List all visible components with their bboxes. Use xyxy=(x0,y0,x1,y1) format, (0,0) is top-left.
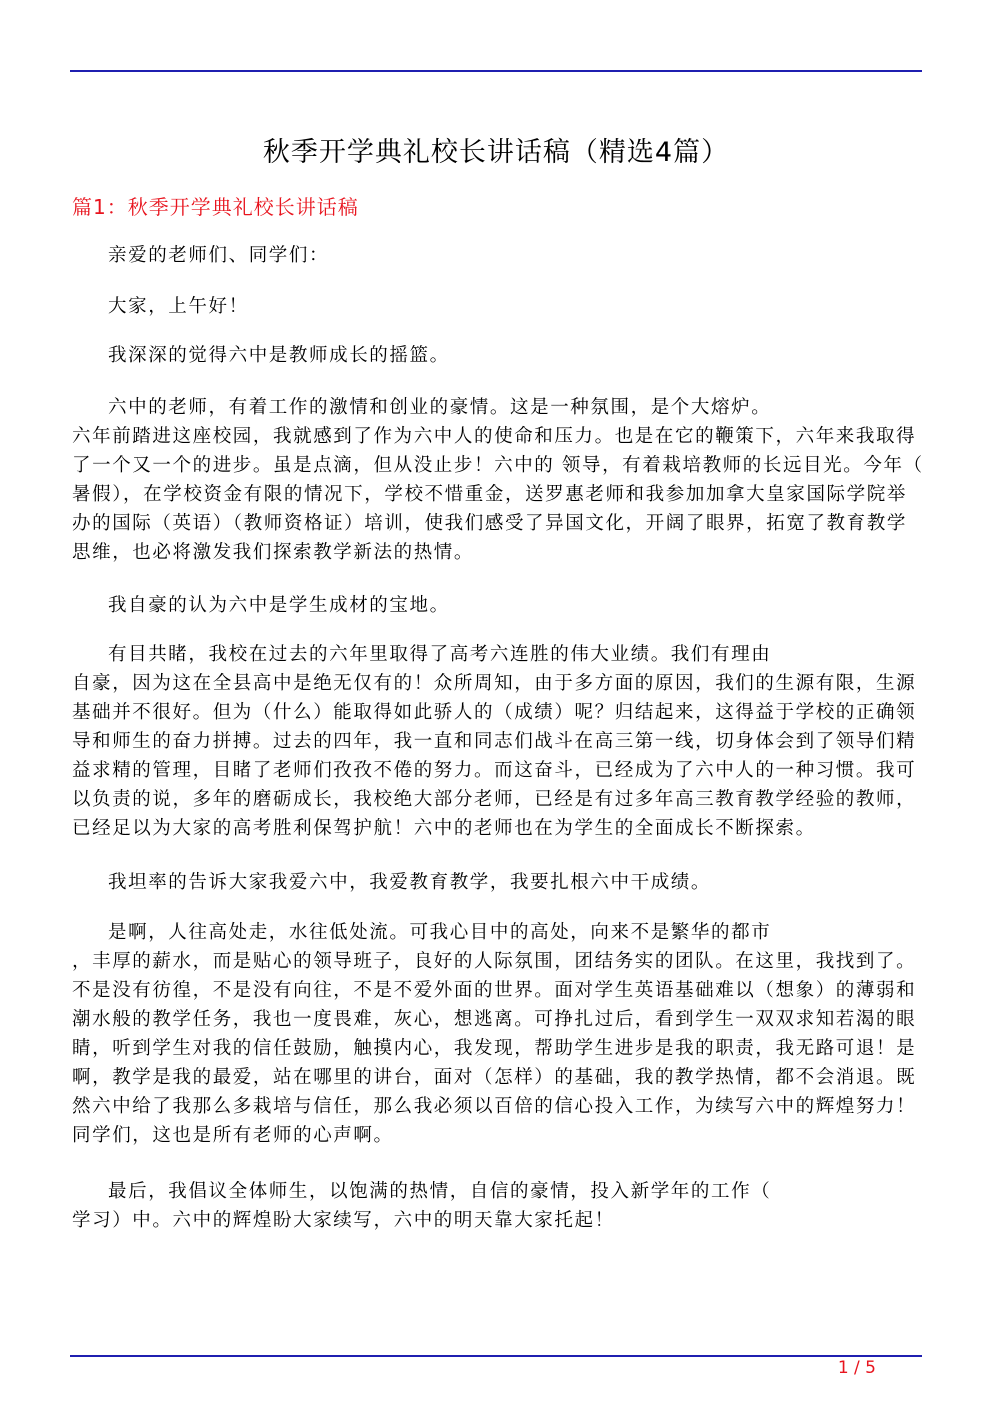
paragraph-line: 暑假），在学校资金有限的情况下，学校不惜重金，送罗惠老师和我参加加拿大皇家国际学院举 xyxy=(72,484,907,505)
paragraph-line: 有目共睹，我校在过去的六年里取得了高考六连胜的伟大业绩。我们有理由 xyxy=(108,644,772,665)
paragraph-line: 学习）中。六中的辉煌盼大家续写，六中的明天靠大家托起！ xyxy=(72,1210,615,1231)
paragraph-line: 思维，也必将激发我们探索教学新法的热情。 xyxy=(72,542,475,563)
paragraph-line: 亲爱的老师们、同学们： xyxy=(108,245,330,266)
paragraph xyxy=(72,640,922,843)
paragraph xyxy=(72,241,922,270)
paragraph-line: 然六中给了我那么多栽培与信任，那么我必须以百倍的信心投入工作，为续写六中的辉煌努力！ xyxy=(72,1096,917,1117)
paragraph-line: 办的国际（英语）（教师资格证）培训，使我们感受了异国文化，开阔了眼界，拓宽了教育教学 xyxy=(72,513,907,534)
paragraph xyxy=(72,591,922,620)
paragraph-line: 六中的老师，有着工作的激情和创业的豪情。这是一种氛围，是个大熔炉。 xyxy=(108,397,772,418)
paragraph-line: 潮水般的教学任务，我也一度畏难，灰心，想逃离。可挣扎过后，看到学生一双双求知若渴的眼 xyxy=(72,1009,917,1030)
page-number: 1 / 5 xyxy=(837,1358,876,1378)
paragraph-line: 自豪，因为这在全县高中是绝无仅有的！众所周知，由于多方面的原因，我们的生源有限，生源 xyxy=(72,673,917,694)
paragraph-line: 了一个又一个的进步。虽是点滴，但从没止步！六中的 领导，有着栽培教师的长远目光。今年（ xyxy=(72,455,924,476)
paragraph-line: 已经足以为大家的高考胜利保驾护航！六中的老师也在为学生的全面成长不断探索。 xyxy=(72,818,816,839)
paragraph-line: 六年前踏进这座校园，我就感到了作为六中人的使命和压力。也是在它的鞭策下，六年来我取得 xyxy=(72,426,917,447)
paragraph-line: ，丰厚的薪水，而是贴心的领导班子，良好的人际氛围，团结务实的团队。在这里，我找到了。 xyxy=(72,951,917,972)
paragraph-line: 基础并不很好。但为（什么）能取得如此骄人的（成绩）呢？归结起来，这得益于学校的正确领 xyxy=(72,702,917,723)
top-rule xyxy=(70,70,922,72)
paragraph-line: 导和师生的奋力拼搏。过去的四年，我一直和同志们战斗在高三第一线，切身体会到了领导们精 xyxy=(72,731,917,752)
paragraph xyxy=(72,918,922,1150)
paragraph-line: 我坦率的告诉大家我爱六中，我爱教育教学，我要扎根六中干成绩。 xyxy=(108,872,712,893)
paragraph-line: 我深深的觉得六中是教师成长的摇篮。 xyxy=(108,345,450,366)
paragraph-line: 最后，我倡议全体师生，以饱满的热情，自信的豪情，投入新学年的工作（ xyxy=(108,1181,772,1202)
paragraph-line: 睛，听到学生对我的信任鼓励，触摸内心，我发现，帮助学生进步是我的职责，我无路可退！是 xyxy=(72,1038,917,1059)
paragraph-line: 同学们，这也是所有老师的心声啊。 xyxy=(72,1125,394,1146)
paragraph-line: 以负责的说，多年的磨砺成长，我校绝大部分老师，已经是有过多年高三教育教学经验的教师， xyxy=(72,789,917,810)
paragraph xyxy=(72,868,922,897)
paragraph-line: 不是没有彷徨，不是没有向往，不是不爱外面的世界。面对学生英语基础难以（想象）的薄弱和 xyxy=(72,980,917,1001)
section-heading: 篇1：秋季开学典礼校长讲话稿 xyxy=(72,195,359,219)
document-title: 秋季开学典礼校长讲话稿（精选4篇） xyxy=(262,137,730,168)
paragraph xyxy=(72,292,922,321)
paragraph-line: 是啊，人往高处走，水往低处流。可我心目中的高处，向来不是繁华的都市 xyxy=(108,922,772,943)
paragraph xyxy=(72,341,922,370)
paragraph xyxy=(72,1177,922,1235)
bottom-rule xyxy=(70,1355,922,1357)
paragraph xyxy=(72,393,922,567)
paragraph-line: 啊，教学是我的最爱，站在哪里的讲台，面对（怎样）的基础，我的教学热情，都不会消退。既 xyxy=(72,1067,917,1088)
paragraph-line: 我自豪的认为六中是学生成材的宝地。 xyxy=(108,595,450,616)
paragraph-line: 益求精的管理，目睹了老师们孜孜不倦的努力。而这奋斗，已经成为了六中人的一种习惯。我可 xyxy=(72,760,917,781)
paragraph-line: 大家，上午好！ xyxy=(108,296,249,317)
